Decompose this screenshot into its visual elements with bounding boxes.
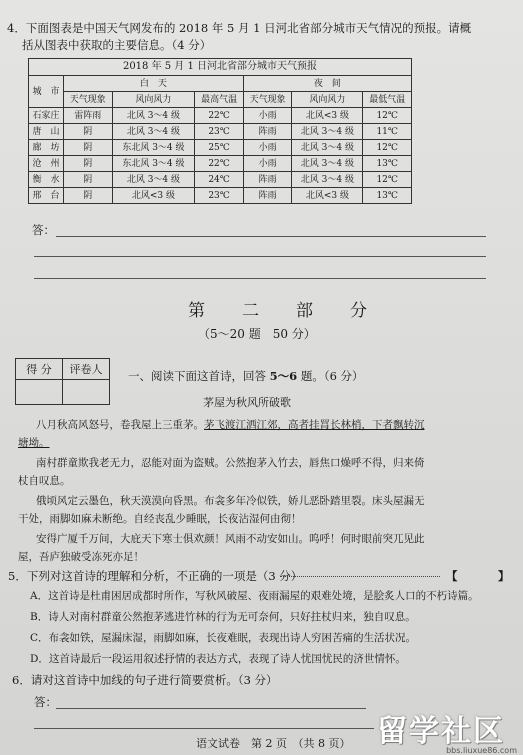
poem-p1-line2 <box>18 434 50 452</box>
section1-heading-suffix: 题。（6 分） <box>297 369 364 383</box>
cell-night-temp: 12℃ <box>363 172 412 188</box>
table-row <box>29 140 412 156</box>
table-row <box>29 188 412 204</box>
cell-night-temp: 12℃ <box>363 140 412 156</box>
table-caption: 2018 年 5 月 1 日河北省部分城市天气预报 <box>29 59 412 76</box>
cell-city: 廊 坊 <box>29 140 64 156</box>
cell-day-wind: 东北风 3～4 级 <box>112 140 195 156</box>
cell-day-temp: 24℃ <box>195 172 244 188</box>
col-header: 风向风力 <box>292 92 363 108</box>
col-city-header: 城 市 <box>29 76 64 108</box>
cell-night-wind: 北风<3 级 <box>292 188 363 204</box>
answer-line[interactable] <box>34 256 486 257</box>
col-header: 风向风力 <box>112 92 195 108</box>
cell-day-weather: 雷阵雨 <box>64 108 113 124</box>
cell-day-weather: 阴 <box>64 140 113 156</box>
cell-day-wind: 北风 3～4 级 <box>112 124 195 140</box>
col-header: 最低气温 <box>363 92 412 108</box>
weather-table <box>28 58 412 204</box>
cell-day-wind: 北风 3～4 级 <box>112 172 195 188</box>
score-box <box>15 358 110 405</box>
cell-night-weather: 阵雨 <box>243 172 292 188</box>
cell-night-weather: 小雨 <box>243 140 292 156</box>
cell-night-wind: 北风 3～4 级 <box>292 156 363 172</box>
group-night-header: 夜 间 <box>243 76 411 92</box>
answer-line[interactable] <box>34 278 486 279</box>
cell-night-temp: 13℃ <box>363 188 412 204</box>
poem-p2-line1: 南村群童欺我老无力，忍能对面为盗贼。公然抱茅入竹去，唇焦口燥呼不得，归来倚 <box>36 457 425 469</box>
page-footer: 语文试卷 第 2 页 （共 8 页） <box>196 737 351 750</box>
table-row <box>29 156 412 172</box>
cell-night-temp: 11℃ <box>363 124 412 140</box>
underlined-sentence-end: 塘坳。 <box>18 437 50 449</box>
poem-title: 茅屋为秋风所破歌 <box>203 396 291 409</box>
answer-line[interactable] <box>34 728 374 729</box>
cell-night-wind: 北风 3～4 级 <box>292 172 363 188</box>
poem-p1-line1 <box>36 416 506 434</box>
q5-stem: 5．下列对这首诗的理解和分析，不正确的一项是（3 分） <box>8 569 303 583</box>
cell-day-weather: 阴 <box>64 172 113 188</box>
cell-city: 唐 山 <box>29 124 64 140</box>
col-header: 天气现象 <box>243 92 292 108</box>
q4-stem-line2: 括从图表中获取的主要信息。（4 分） <box>22 38 212 52</box>
cell-day-temp: 22℃ <box>195 108 244 124</box>
cell-night-wind: 北风 3～4 级 <box>292 140 363 156</box>
poem-p2-line2: 杖自叹息。 <box>18 475 71 487</box>
watermark-logo <box>377 706 517 755</box>
answer-line[interactable] <box>56 708 366 709</box>
section1-heading <box>128 368 364 385</box>
cell-night-weather: 阵雨 <box>243 124 292 140</box>
q5-bracket-close: 】 <box>498 569 510 583</box>
grader-label: 评卷人 <box>63 359 110 380</box>
grader-cell[interactable] <box>63 380 110 405</box>
cell-night-weather: 小雨 <box>243 156 292 172</box>
table-row <box>29 108 412 124</box>
cell-day-wind: 北风 3～4 级 <box>112 108 195 124</box>
q5-dots <box>280 576 440 577</box>
q5-option-a[interactable]: A．这首诗是杜甫困居成都时所作，写秋风破屋、夜雨漏屋的艰难处境，是脍炙人口的不朽诗篇。 <box>30 590 479 602</box>
poem-p3-line2: 干处，雨脚如麻未断绝。自经丧乱少睡眠，长夜沾湿何由彻！ <box>18 513 302 525</box>
cell-day-temp: 23℃ <box>195 124 244 140</box>
q5-option-c[interactable]: C．布衾如铁，屋漏床湿，雨脚如麻，长夜难眠，表现出诗人穷困苦痛的生活状况。 <box>30 632 417 644</box>
score-label: 得 分 <box>16 359 63 380</box>
cell-night-weather: 阵雨 <box>243 188 292 204</box>
part2-title: 第 二 部 分 <box>188 301 377 321</box>
watermark-url: bbs.liuxue86.com <box>446 746 517 755</box>
cell-day-temp: 22℃ <box>195 156 244 172</box>
cell-day-temp: 25℃ <box>195 140 244 156</box>
poem-p4-line1: 安得广厦千万间，大庇天下寒士俱欢颜！风雨不动安如山。呜呼！何时眼前突兀见此 <box>36 533 425 545</box>
q6-answer-label: 答： <box>34 695 57 709</box>
q5-bracket-open: 【 <box>446 569 458 583</box>
cell-day-wind: 东北风 3～4 级 <box>112 156 195 172</box>
poem-text: 八月秋高风怒号，卷我屋上三重茅。 <box>36 419 204 431</box>
cell-day-weather: 阴 <box>64 156 113 172</box>
cell-day-wind: 北风<3 级 <box>112 188 195 204</box>
section1-heading-range: 5～6 <box>269 369 298 383</box>
q5-option-b[interactable]: B．诗人对南村群童公然抱茅逃进竹林的行为无可奈何，只好拄杖归来，独自叹息。 <box>30 611 416 623</box>
table-row <box>29 124 412 140</box>
q6-stem: 6．请对这首诗中加线的句子进行简要赏析。（3 分） <box>12 673 278 687</box>
underlined-sentence: 茅飞渡江洒江郊，高者挂罥长林梢，下者飘转沉 <box>204 419 425 431</box>
cell-city: 石家庄 <box>29 108 64 124</box>
cell-city: 沧 州 <box>29 156 64 172</box>
table-row <box>29 172 412 188</box>
cell-day-weather: 阴 <box>64 188 113 204</box>
group-day-header: 白 天 <box>64 76 244 92</box>
answer-line[interactable] <box>56 236 486 237</box>
section1-heading-prefix: 一、阅读下面这首诗，回答 <box>128 369 270 383</box>
part2-subtitle: （5～20 题 50 分） <box>198 327 316 341</box>
q4-answer-label: 答： <box>32 223 55 237</box>
poem-p4-line2: 屋，吾庐独破受冻死亦足！ <box>18 551 144 563</box>
col-header: 最高气温 <box>195 92 244 108</box>
cell-night-weather: 小雨 <box>243 108 292 124</box>
poem-p3-line1: 俄顷风定云墨色，秋天漠漠向昏黑。布衾多年冷似铁，娇儿恶卧踏里裂。床头屋漏无 <box>36 495 425 507</box>
cell-day-temp: 23℃ <box>195 188 244 204</box>
q4-stem-line1: 4．下面图表是中国天气网发布的 2018 年 5 月 1 日河北省部分城市天气情况的预报。请概 <box>7 21 472 35</box>
cell-city: 邢 台 <box>29 188 64 204</box>
cell-city: 衡 水 <box>29 172 64 188</box>
cell-night-temp: 13℃ <box>363 156 412 172</box>
cell-night-wind: 北风<3 级 <box>292 108 363 124</box>
q5-option-d[interactable]: D．这首诗最后一段运用叙述抒情的表达方式，表现了诗人忧国忧民的济世情怀。 <box>30 653 406 665</box>
col-header: 天气现象 <box>64 92 113 108</box>
cell-night-wind: 北风 3～4 级 <box>292 124 363 140</box>
score-cell[interactable] <box>16 380 63 405</box>
cell-day-weather: 阴 <box>64 124 113 140</box>
watermark-text: 留学社区 <box>377 714 505 749</box>
cell-night-temp: 12℃ <box>363 108 412 124</box>
